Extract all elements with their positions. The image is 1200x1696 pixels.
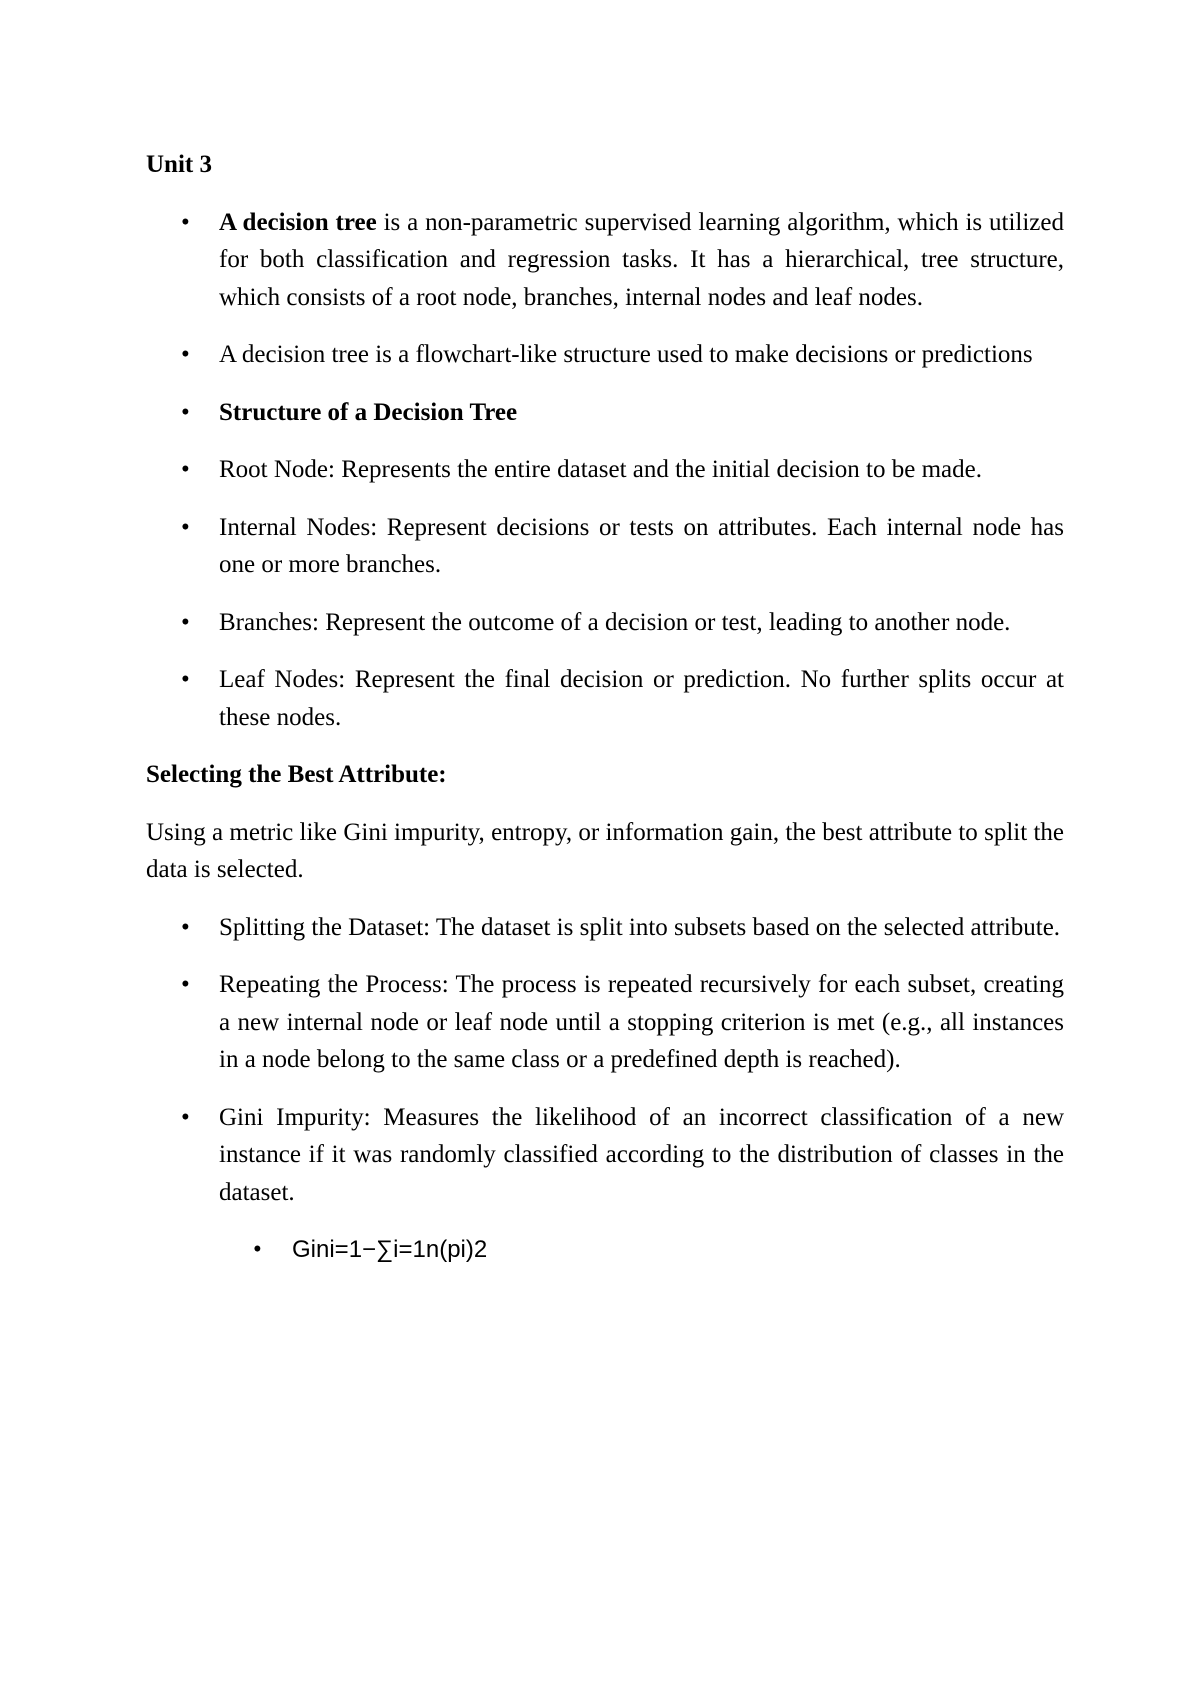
- list-item-text: Leaf Nodes: Represent the final decision or prediction. No further splits occur at these nodes.: [219, 666, 1064, 731]
- bullet-list-decision-tree: [146, 204, 1064, 737]
- bullet-icon: •: [181, 971, 190, 998]
- unit-title: Unit 3: [146, 151, 212, 178]
- bullet-icon: •: [181, 666, 190, 693]
- list-item-text: Repeating the Process: The process is repeated recursively for each subset, creating a new internal node or leaf node until a stopping criterion is met (e.g., all instances in a node belong to the same class or a predefined depth is reached).: [219, 971, 1064, 1073]
- bullet-list-process: [146, 909, 1064, 1212]
- list-item: [146, 909, 1064, 947]
- bullet-icon: •: [181, 398, 190, 426]
- list-item-text: Root Node: Represents the entire dataset and the initial decision to be made.: [219, 456, 982, 483]
- subheading-structure: Structure of a Decision Tree: [219, 398, 518, 426]
- list-item: [146, 509, 1064, 584]
- bullet-icon: •: [181, 913, 190, 941]
- list-item-text: Splitting the Dataset: The dataset is split into subsets based on the selected attribute.: [219, 913, 1061, 941]
- bullet-icon: •: [181, 608, 190, 636]
- document-content: [146, 146, 1064, 1289]
- list-item-text: Gini Impurity: Measures the likelihood of an incorrect classification of a new instance if it was randomly classified according to the distribution of classes in the dataset.: [219, 1103, 1064, 1206]
- bullet-icon: •: [181, 208, 190, 236]
- list-item-text: Internal Nodes: Represent decisions or tests on attributes. Each internal node has one or more branches.: [219, 513, 1064, 578]
- list-item: [146, 204, 1064, 317]
- list-item-text: Branches: Represent the outcome of a decision or test, leading to another node.: [219, 608, 1011, 636]
- bullet-icon: •: [253, 1236, 262, 1263]
- list-item-text: A decision tree is a flowchart-like structure used to make decisions or predictions: [219, 341, 1033, 368]
- list-item: [146, 1099, 1064, 1212]
- list-item: [146, 661, 1064, 736]
- list-item: [146, 604, 1064, 642]
- bullet-icon: •: [181, 513, 190, 541]
- list-item-text: is a non-parametric supervised learning algorithm, which is utilized for both classification and regression tasks. It has a hierarchical, tree structure, which consists of a root node, branches, internal nodes and leaf nodes.: [219, 208, 1064, 311]
- bullet-icon: •: [181, 341, 190, 368]
- list-item: [146, 336, 1064, 374]
- list-item: [146, 966, 1064, 1079]
- bullet-list-formula: [146, 1231, 1064, 1269]
- list-item: [146, 451, 1064, 489]
- list-item: [146, 1231, 1064, 1269]
- list-item: [146, 394, 1064, 432]
- section-heading-best-attribute: Selecting the Best Attribute:: [146, 761, 447, 788]
- paragraph-metric: Using a metric like Gini impurity, entropy, or information gain, the best attribute to split the data is selected.: [146, 818, 1064, 883]
- bullet-icon: •: [181, 456, 190, 483]
- bold-term: A decision tree: [219, 208, 377, 236]
- bullet-icon: •: [181, 1103, 190, 1131]
- gini-formula: Gini=1−∑i=1n(pi)2: [292, 1236, 488, 1263]
